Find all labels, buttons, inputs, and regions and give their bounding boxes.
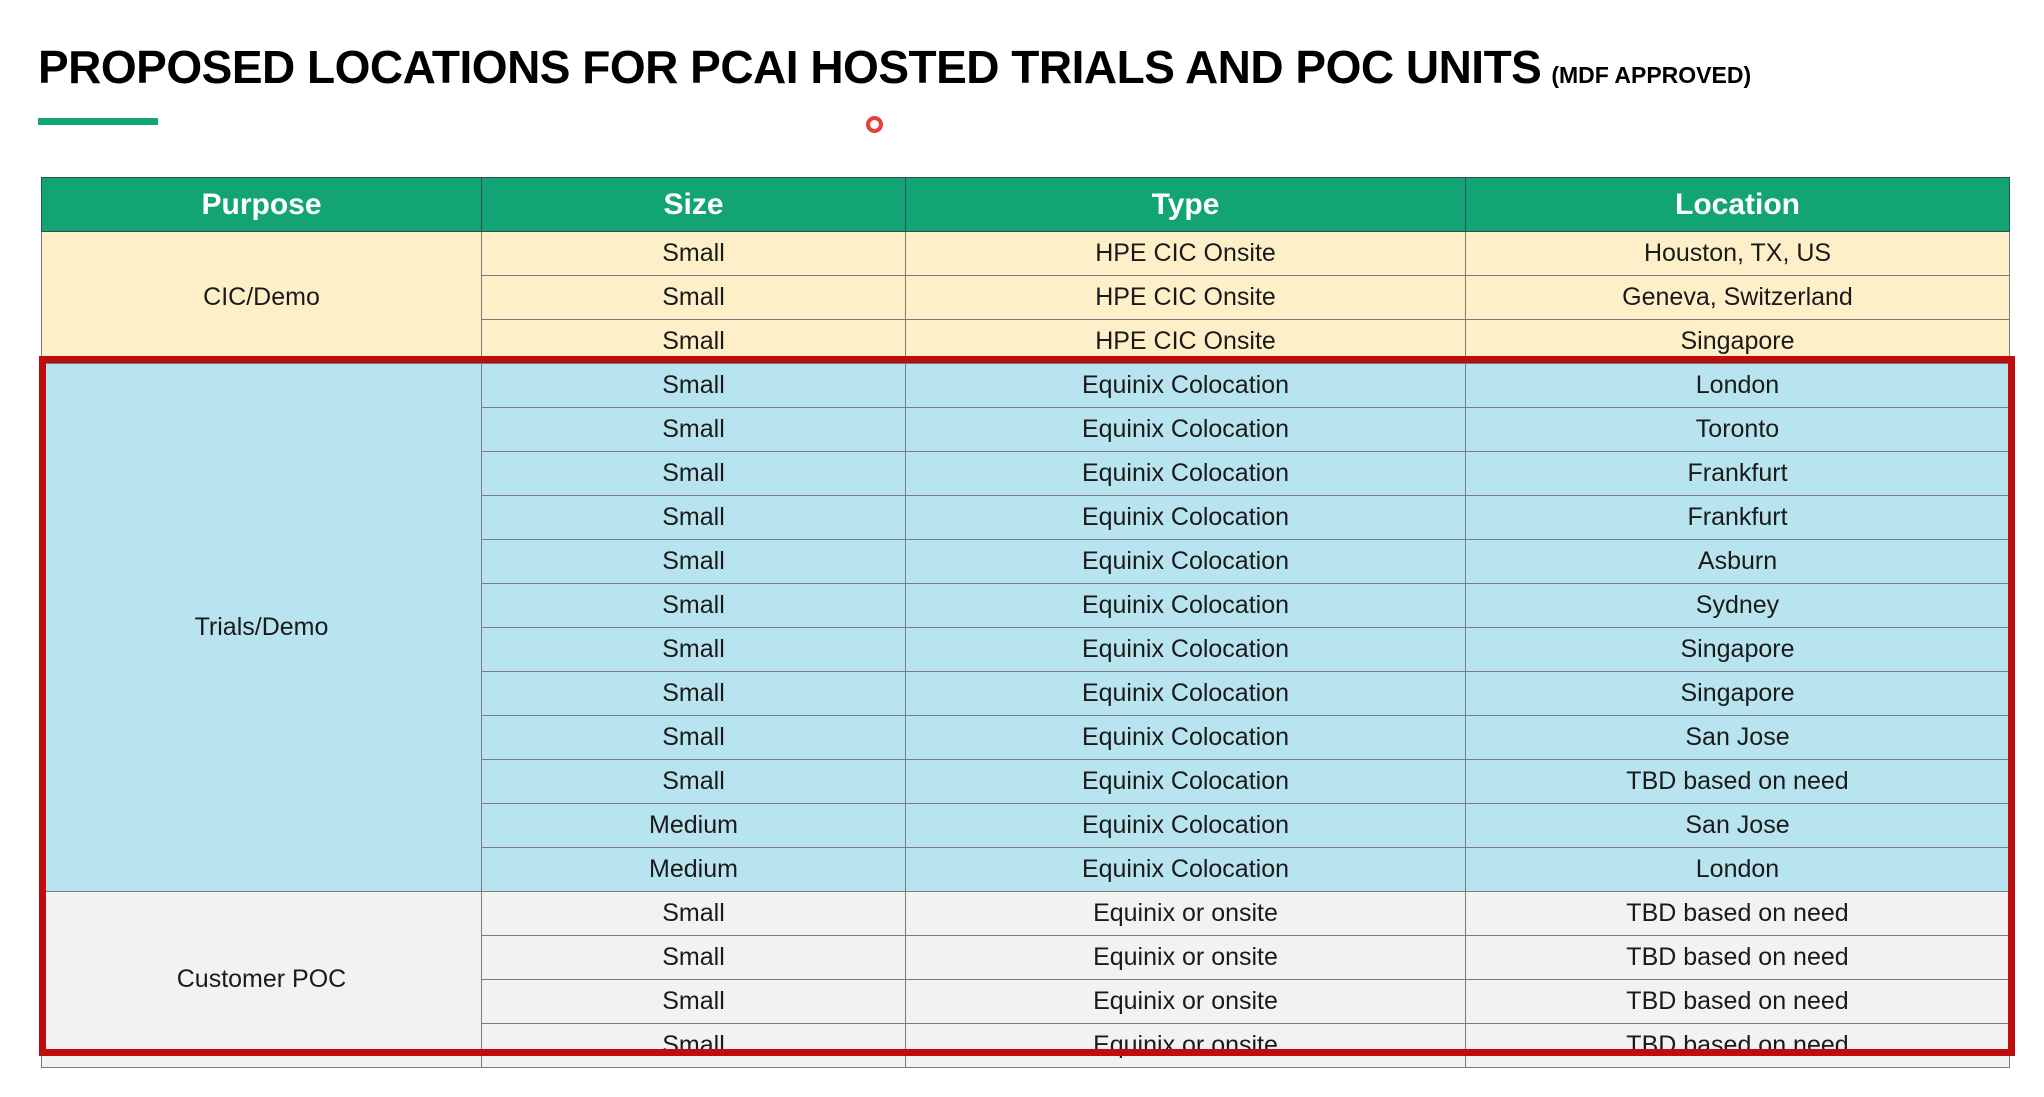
title-underline-accent — [38, 118, 158, 125]
cell-location: TBD based on need — [1466, 892, 2010, 936]
page-title — [38, 40, 2013, 94]
purpose-cell-cic-demo: CIC/Demo — [42, 232, 482, 364]
cell-location: Frankfurt — [1466, 452, 2010, 496]
cell-type: Equinix Colocation — [906, 848, 1466, 892]
cell-size: Small — [482, 892, 906, 936]
cell-location: Geneva, Switzerland — [1466, 276, 2010, 320]
cell-location: Houston, TX, US — [1466, 232, 2010, 276]
cell-size: Small — [482, 584, 906, 628]
cell-size: Medium — [482, 848, 906, 892]
cell-size: Small — [482, 364, 906, 408]
page-title-sub: (MDF APPROVED) — [1551, 62, 1752, 88]
purpose-cell-customer-poc: Customer POC — [42, 892, 482, 1068]
cell-type: Equinix Colocation — [906, 496, 1466, 540]
cell-location: Singapore — [1466, 320, 2010, 364]
cell-location: San Jose — [1466, 716, 2010, 760]
locations-table-container — [41, 177, 2009, 1068]
table-row — [42, 892, 2010, 936]
table-header — [42, 178, 2010, 232]
cell-location: Asburn — [1466, 540, 2010, 584]
table-row — [42, 364, 2010, 408]
cell-type: Equinix Colocation — [906, 408, 1466, 452]
cell-size: Small — [482, 320, 906, 364]
cell-location: Frankfurt — [1466, 496, 2010, 540]
cell-type: Equinix or onsite — [906, 892, 1466, 936]
table-row — [42, 232, 2010, 276]
cell-type: Equinix Colocation — [906, 716, 1466, 760]
cell-location: Toronto — [1466, 408, 2010, 452]
purpose-cell-trials-demo: Trials/Demo — [42, 364, 482, 892]
cell-type: Equinix Colocation — [906, 672, 1466, 716]
column-header-size: Size — [482, 178, 906, 232]
cell-type: Equinix Colocation — [906, 364, 1466, 408]
cell-location: Sydney — [1466, 584, 2010, 628]
cell-location: London — [1466, 364, 2010, 408]
cell-location: Singapore — [1466, 628, 2010, 672]
cell-type: HPE CIC Onsite — [906, 320, 1466, 364]
cell-type: Equinix Colocation — [906, 804, 1466, 848]
column-header-purpose: Purpose — [42, 178, 482, 232]
cell-size: Small — [482, 936, 906, 980]
cell-type: Equinix or onsite — [906, 1024, 1466, 1068]
cell-type: Equinix or onsite — [906, 980, 1466, 1024]
cell-size: Small — [482, 496, 906, 540]
table-body — [42, 232, 2010, 1068]
cell-location: Singapore — [1466, 672, 2010, 716]
page-title-main: PROPOSED LOCATIONS FOR PCAI HOSTED TRIALS AND POC UNITS — [38, 41, 1542, 93]
column-header-type: Type — [906, 178, 1466, 232]
cell-type: Equinix Colocation — [906, 760, 1466, 804]
cell-location: TBD based on need — [1466, 980, 2010, 1024]
cell-size: Small — [482, 276, 906, 320]
cell-type: Equinix or onsite — [906, 936, 1466, 980]
cell-location: London — [1466, 848, 2010, 892]
cell-type: HPE CIC Onsite — [906, 276, 1466, 320]
cell-location: TBD based on need — [1466, 1024, 2010, 1068]
column-header-location: Location — [1466, 178, 2010, 232]
cell-type: Equinix Colocation — [906, 628, 1466, 672]
cell-size: Small — [482, 628, 906, 672]
cell-size: Small — [482, 232, 906, 276]
table-header-row — [42, 178, 2010, 232]
cell-type: Equinix Colocation — [906, 452, 1466, 496]
cell-type: HPE CIC Onsite — [906, 232, 1466, 276]
cell-size: Small — [482, 760, 906, 804]
cell-type: Equinix Colocation — [906, 584, 1466, 628]
cell-size: Small — [482, 672, 906, 716]
cell-size: Small — [482, 408, 906, 452]
red-dot-marker-icon — [866, 116, 883, 133]
locations-table — [41, 177, 2010, 1068]
cell-size: Small — [482, 980, 906, 1024]
cell-location: TBD based on need — [1466, 936, 2010, 980]
cell-size: Small — [482, 540, 906, 584]
cell-type: Equinix Colocation — [906, 540, 1466, 584]
cell-size: Small — [482, 452, 906, 496]
cell-size: Small — [482, 716, 906, 760]
cell-location: San Jose — [1466, 804, 2010, 848]
cell-size: Medium — [482, 804, 906, 848]
cell-location: TBD based on need — [1466, 760, 2010, 804]
cell-size: Small — [482, 1024, 906, 1068]
